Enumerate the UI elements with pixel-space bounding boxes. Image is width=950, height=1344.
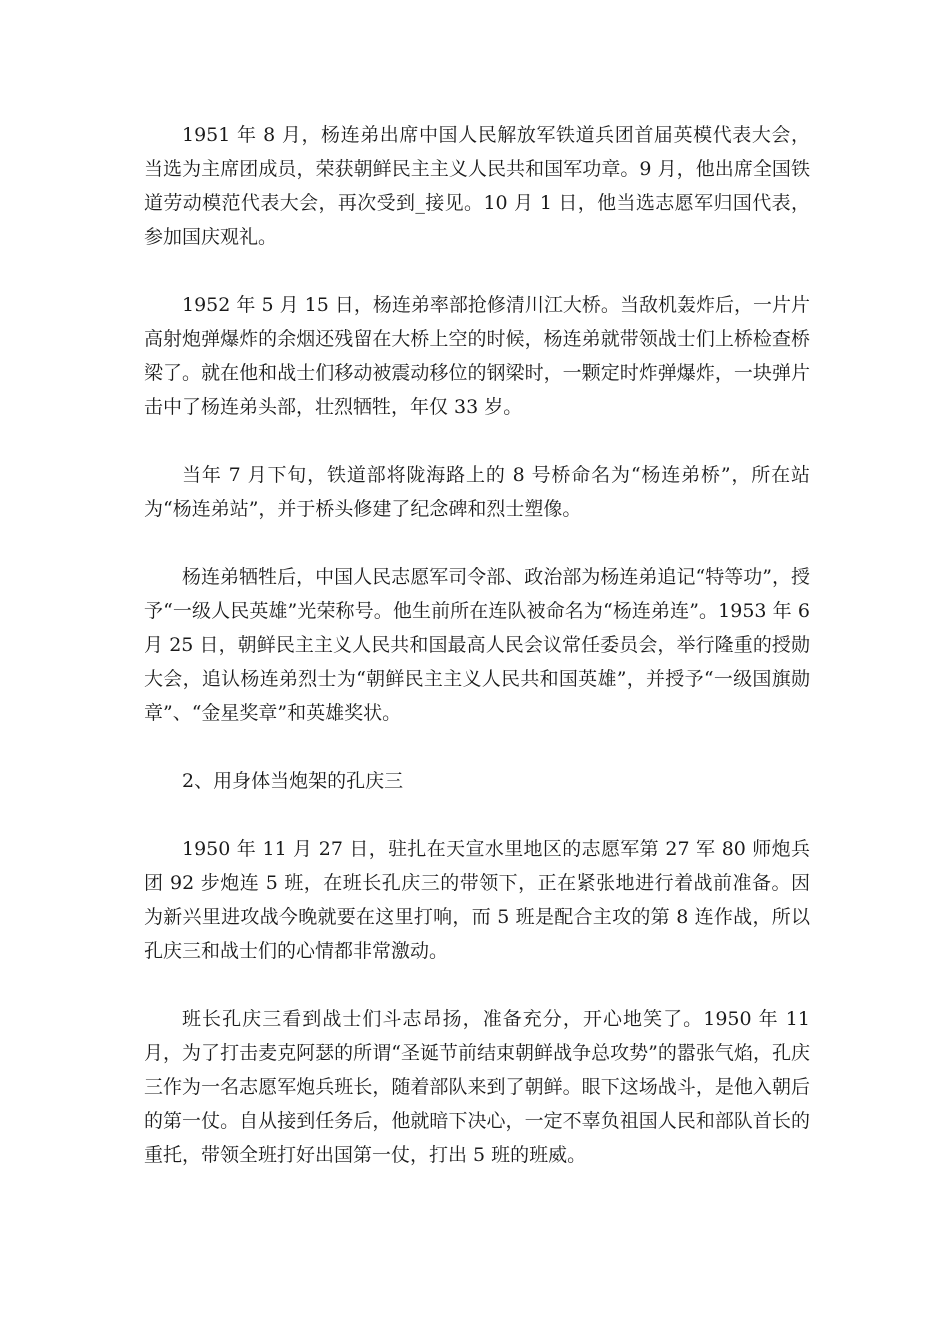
- paragraph-1950-preparation: 1950 年 11 月 27 日，驻扎在天宣水里地区的志愿军第 27 军 80 师炮兵团 92 步炮连 5 班，在班长孔庆三的带领下，正在紧张地进行着战前准备。因为新兴里进攻战今晚就要在这里打响，而 5 班是配合主攻的第 8 连作战，所以孔庆三和战士们的心情都非常激动。: [144, 838, 810, 962]
- paragraph-first-battle: 班长孔庆三看到战士们斗志昂扬，准备充分，开心地笑了。1950 年 11 月，为了打击麦克阿瑟的所谓“圣诞节前结束朝鲜战争总攻势”的嚣张气焰，孔庆三作为一名志愿军炮兵班长，随着部队来到了朝鲜。眼下这场战斗，是他入朝后的第一仗。自从接到任务后，他就暗下决心，一定不辜负祖国人民和部队首长的重托，带领全班打好出国第一仗，打出 5 班的班威。: [144, 1008, 810, 1166]
- document-body: [144, 118, 810, 1206]
- paragraph-1951-congress: 1951 年 8 月，杨连弟出席中国人民解放军铁道兵团首届英模代表大会，当选为主席团成员，荣获朝鲜民主主义人民共和国军功章。9 月，他出席全国铁道劳动模范代表大会，再次受到_接见。10 月 1 日，他当选志愿军归国代表，参加国庆观礼。: [144, 124, 810, 248]
- section-heading: 2、用身体当炮架的孔庆三: [182, 770, 404, 792]
- paragraph-1952-bridge: 1952 年 5 月 15 日，杨连弟率部抢修清川江大桥。当敌机轰炸后，一片片高射炮弹爆炸的余烟还残留在大桥上空的时候，杨连弟就带领战士们上桥检查桥梁了。就在他和战士们移动被震动移位的钢梁时，一颗定时炸弹爆炸，一块弹片击中了杨连弟头部，壮烈牺牲，年仅 33 岁。: [144, 294, 810, 418]
- paragraph-honors: 杨连弟牺牲后，中国人民志愿军司令部、政治部为杨连弟追记“特等功”，授予“一级人民英雄”光荣称号。他生前所在连队被命名为“杨连弟连”。1953 年 6 月 25 日，朝鲜民主主义人民共和国最高人民会议常任委员会，举行隆重的授勋大会，追认杨连弟烈士为“朝鲜民主主义人民共和国英雄”，并授予“一级国旗勋章”、“金星奖章”和英雄奖状。: [144, 566, 810, 724]
- paragraph-bridge-naming: 当年 7 月下旬，铁道部将陇海路上的 8 号桥命名为“杨连弟桥”，所在站为“杨连弟站”，并于桥头修建了纪念碑和烈士塑像。: [144, 464, 810, 520]
